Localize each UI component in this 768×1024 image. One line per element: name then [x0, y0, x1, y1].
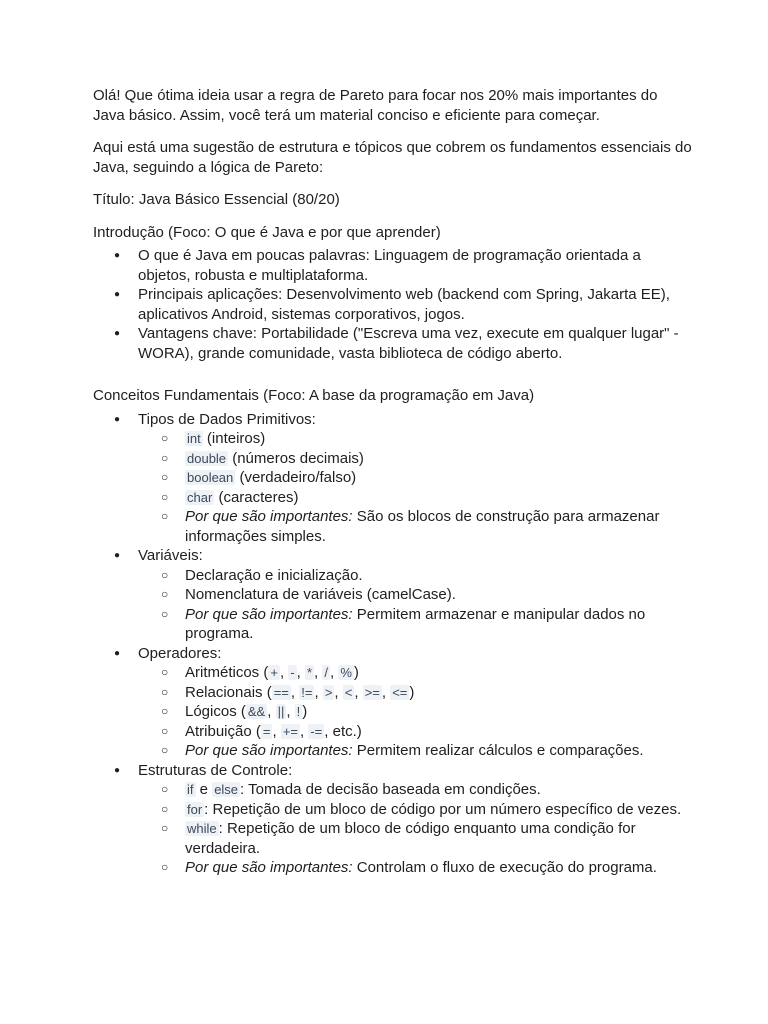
- item-text: Permitem realizar cálculos e comparações.: [352, 742, 644, 759]
- operator-code: &&: [247, 704, 266, 719]
- operator-code: /: [324, 665, 328, 680]
- operadores-sublist: [138, 663, 693, 761]
- operator-code: +=: [282, 723, 298, 739]
- operator-separator: ,: [314, 683, 323, 701]
- operator-code: ==: [273, 684, 289, 700]
- list-item: ○ Declaração e inicialização.: [138, 566, 693, 586]
- item-text: Atribuição (: [185, 722, 261, 740]
- operator-code: +: [270, 665, 278, 680]
- operator-list: [261, 723, 324, 740]
- list-item: [138, 429, 693, 449]
- item-text: : Repetição de um bloco de código por um número específico de vezes.: [204, 800, 682, 818]
- code-for: for: [187, 801, 203, 817]
- code-if: if: [187, 782, 194, 797]
- list-item-atribuicao: [138, 722, 693, 742]
- introducao-list: [93, 246, 693, 363]
- operator-code: =: [262, 723, 271, 739]
- list-item: [138, 858, 693, 878]
- operator-code: >=: [364, 684, 380, 700]
- code-int: int: [187, 431, 201, 446]
- item-text: , etc.): [324, 722, 362, 740]
- operator-list: [272, 684, 410, 701]
- operator-separator: ,: [279, 664, 289, 681]
- operator-code: !: [296, 704, 301, 719]
- item-text: ): [353, 664, 359, 681]
- why-label: Por que são importantes:: [185, 605, 353, 623]
- item-text: Controlam o fluxo de execução do programa.: [352, 859, 657, 876]
- estruturas-sublist: [138, 780, 693, 878]
- document-title: Título: Java Básico Essencial (80/20): [93, 191, 340, 208]
- operator-separator: ,: [381, 683, 391, 701]
- item-text: ): [409, 683, 415, 701]
- why-label: Por que são importantes:: [185, 742, 353, 759]
- operator-separator: ,: [296, 664, 305, 681]
- operator-code: -: [290, 665, 295, 680]
- item-text: Lógicos (: [185, 703, 246, 720]
- intro-paragraph: Olá! Que ótima ideia usar a regra de Pareto para focar nos 20% mais importantes do Java básico. Assim, você terá um material conciso e eficiente para começar.: [93, 87, 658, 124]
- item-text: : Tomada de decisão baseada em condições.: [240, 781, 541, 798]
- variaveis-label: Variáveis:: [138, 547, 203, 564]
- code-else: else: [214, 782, 239, 797]
- list-item-tipos: [93, 410, 693, 547]
- code-char: char: [187, 489, 213, 505]
- operator-code: ||: [277, 704, 285, 719]
- operator-separator: ,: [290, 683, 300, 701]
- item-text: (inteiros): [202, 430, 266, 447]
- operator-code: <: [344, 684, 353, 700]
- operator-separator: ,: [267, 703, 276, 720]
- item-text: Relacionais (: [185, 683, 272, 701]
- list-item-aritmeticos: [138, 663, 693, 683]
- code-while: while: [187, 821, 217, 836]
- list-item: ● Vantagens chave: Portabilidade ("Escreva uma vez, execute em qualquer lugar" - WORA), grande comunidade, vasta biblioteca de código aberto.: [93, 324, 693, 363]
- operator-separator: ,: [272, 722, 281, 740]
- list-item-while: [138, 819, 693, 858]
- list-item-if-else: [138, 780, 693, 800]
- list-item-for: [138, 800, 693, 820]
- item-text: e: [195, 781, 213, 798]
- operator-code: %: [340, 665, 352, 680]
- list-item: [138, 741, 693, 761]
- why-label: Por que são importantes:: [185, 508, 353, 525]
- list-item: [138, 507, 693, 546]
- item-text: : Repetição de um bloco de código enquanto uma condição for verdadeira.: [185, 820, 636, 857]
- list-item: ○ Nomenclatura de variáveis (camelCase).: [138, 585, 693, 605]
- operator-separator: ,: [300, 722, 309, 740]
- list-item-relacionais: [138, 683, 693, 703]
- variaveis-sublist: [138, 566, 693, 644]
- list-item: [138, 605, 693, 644]
- operator-code: !=: [301, 684, 313, 700]
- operadores-label: Operadores:: [138, 644, 222, 662]
- operator-separator: ,: [334, 683, 343, 701]
- tipos-sublist: [138, 429, 693, 546]
- item-text: Aritméticos (: [185, 664, 269, 681]
- list-item-logicos: [138, 702, 693, 722]
- operator-separator: ,: [314, 664, 323, 681]
- item-text: (verdadeiro/falso): [235, 469, 357, 486]
- item-text: Permitem armazenar e manipular dados no programa.: [185, 605, 646, 642]
- list-item-operadores: [93, 644, 693, 761]
- code-boolean: boolean: [187, 470, 234, 485]
- list-item: [138, 488, 693, 508]
- operator-code: -=: [310, 723, 323, 739]
- item-text: (números decimais): [228, 449, 364, 467]
- code-double: double: [187, 450, 227, 466]
- list-item: ● Principais aplicações: Desenvolvimento web (backend com Spring, Jakarta EE), aplicativos Android, sistemas corporativos, jogos.: [93, 285, 693, 324]
- operator-list: [268, 664, 354, 681]
- tipos-label: Tipos de Dados Primitivos:: [138, 410, 316, 428]
- introducao-heading: Introdução (Foco: O que é Java e por que aprender): [93, 223, 441, 241]
- document-content: [93, 86, 693, 878]
- operator-code: >: [324, 684, 333, 700]
- list-item: [138, 468, 693, 488]
- list-item: ● O que é Java em poucas palavras: Linguagem de programação orientada a objetos, robusta e multiplataforma.: [93, 246, 693, 285]
- estruturas-label: Estruturas de Controle:: [138, 761, 293, 779]
- list-item-estruturas: [93, 761, 693, 878]
- operator-separator: ,: [330, 664, 339, 681]
- operator-list: [246, 703, 302, 720]
- operator-separator: ,: [286, 703, 295, 720]
- conceitos-heading: Conceitos Fundamentais (Foco: A base da programação em Java): [93, 387, 535, 404]
- operator-separator: ,: [354, 683, 363, 701]
- list-item-variaveis: [93, 546, 693, 644]
- conceitos-list: [93, 410, 693, 878]
- operator-code: <=: [392, 684, 408, 700]
- item-text: São os blocos de construção para armazenar informações simples.: [185, 508, 660, 545]
- item-text: ): [302, 703, 308, 720]
- why-label: Por que são importantes:: [185, 859, 353, 876]
- list-item: [138, 449, 693, 469]
- operator-code: *: [306, 665, 313, 680]
- item-text: (caracteres): [214, 488, 299, 506]
- structure-paragraph: Aqui está uma sugestão de estrutura e tópicos que cobrem os fundamentos essenciais do Java, seguindo a lógica de Pareto:: [93, 139, 692, 176]
